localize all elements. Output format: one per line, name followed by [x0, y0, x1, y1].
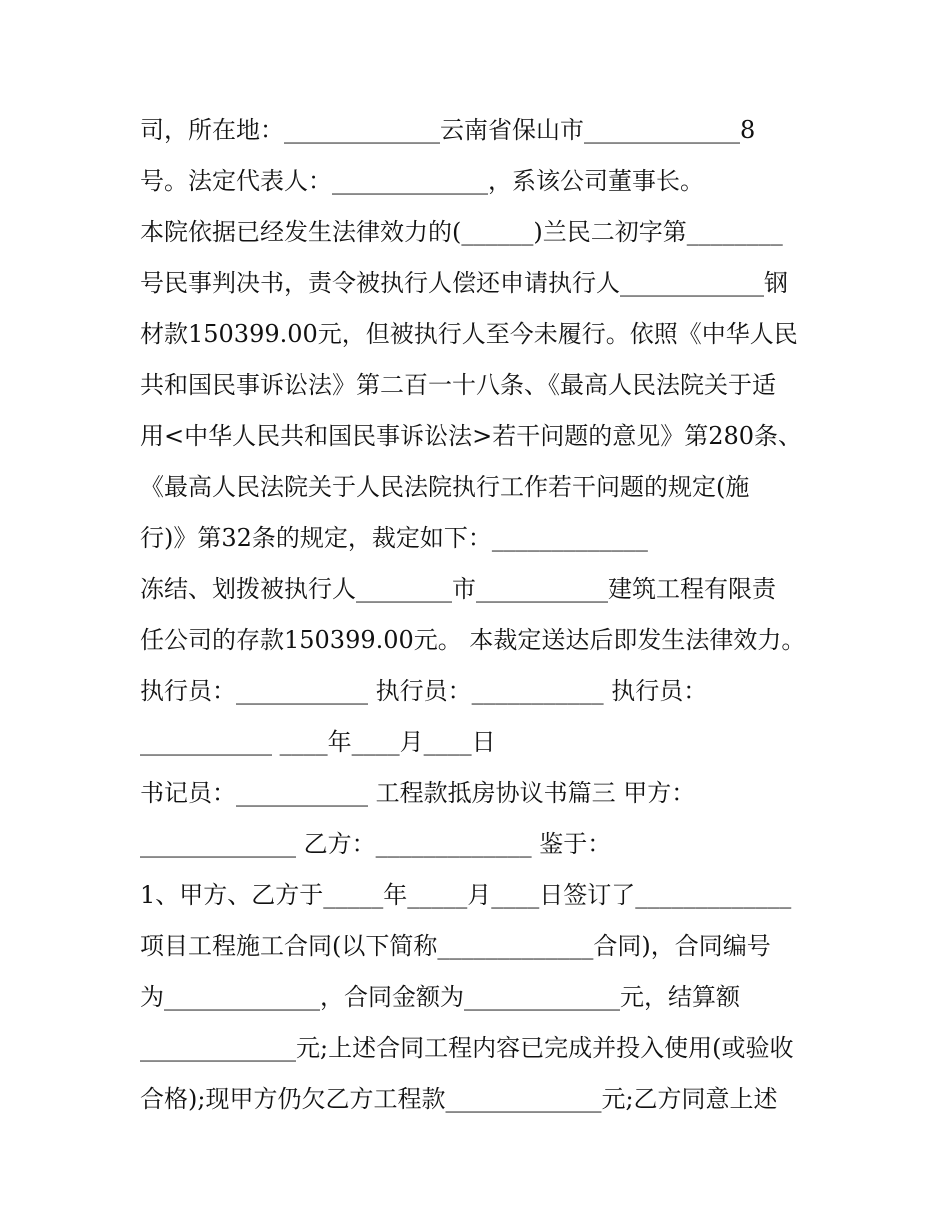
text-line: 执行员：___________ 执行员：___________ 执行员：: [140, 677, 708, 705]
text-line: 合格);现甲方仍欠乙方工程款_____________元;乙方同意上述: [140, 1085, 778, 1113]
text-line: 《最高人民法院关于人民法院执行工作若干问题的规定(施: [140, 473, 750, 501]
text-line: _____________ 乙方：_____________ 鉴于：: [140, 830, 612, 858]
text-line: 司，所在地：_____________云南省保山市_____________8: [140, 116, 756, 144]
text-line: 项目工程施工合同(以下简称_____________合同)，合同编号: [140, 932, 771, 960]
text-line: ___________ ____年____月____日: [140, 728, 496, 756]
text-line: 1、甲方、乙方于_____年_____月____日签订了_____________: [140, 881, 792, 909]
text-line: 冻结、划拨被执行人________市___________建筑工程有限责: [140, 575, 776, 603]
text-line: 共和国民事诉讼法》第二百一十八条、《最高人民法院关于适: [140, 371, 776, 399]
text-line: 号。法定代表人：_____________，系该公司董事长。: [140, 167, 704, 195]
text-line: 本院依据已经发生法律效力的(______)兰民二初字第________: [140, 218, 783, 246]
text-line: 书记员：___________ 工程款抵房协议书篇三 甲方：: [140, 779, 696, 807]
text-line: 任公司的存款150399.00元。 本裁定送达后即发生法律效力。: [140, 626, 806, 654]
text-line: 材款150399.00元，但被执行人至今未履行。依照《中华人民: [140, 320, 798, 348]
text-line: _____________元;上述合同工程内容已完成并投入使用(或验收: [140, 1034, 794, 1062]
text-line: 用<中华人民共和国民事诉讼法>若干问题的意见》第280条、: [140, 422, 803, 450]
document-body: [140, 108, 830, 1128]
text-line: 号民事判决书，责令被执行人偿还申请执行人____________钢: [140, 269, 788, 297]
text-line: 为_____________，合同金额为_____________元，结算额: [140, 983, 740, 1011]
text-line: 行)》第32条的规定，裁定如下：_____________: [140, 524, 648, 552]
